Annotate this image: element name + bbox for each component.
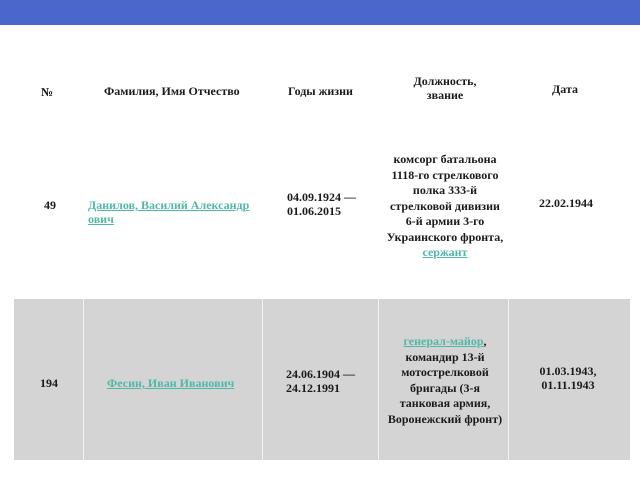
row1-position-line: 1118-го стрелкового bbox=[391, 167, 499, 182]
row2-date bbox=[528, 364, 608, 392]
row1-name-line1: Данилов, Василий Александр bbox=[88, 198, 250, 212]
row2-position-line: бригады (3-я bbox=[410, 380, 480, 395]
row1-position-line: стрелковой дивизии bbox=[390, 198, 500, 213]
row2-position-line: танковая армия, bbox=[399, 396, 491, 410]
row2-position-line: командир 13-й bbox=[405, 349, 485, 364]
row1-rank-link[interactable]: сержант bbox=[422, 245, 468, 259]
row2-number: 194 bbox=[40, 376, 58, 390]
column-divider bbox=[378, 299, 379, 460]
row1-position bbox=[378, 152, 512, 261]
row2-date-line1: 01.03.1943, bbox=[539, 364, 597, 378]
row1-position-line: комсорг батальона bbox=[393, 152, 497, 166]
row2-years-line2: 24.12.1991 bbox=[286, 381, 340, 395]
row2-position-line: Воронежский фронт) bbox=[387, 411, 503, 426]
row2-position-line: мотострелковой bbox=[401, 365, 489, 379]
header-position-line2: звание bbox=[426, 88, 464, 102]
row2-years-line1: 24.06.1904 — bbox=[286, 367, 355, 381]
row2-position bbox=[380, 334, 510, 427]
row2-name-link[interactable]: Фесин, Иван Иванович bbox=[107, 376, 235, 390]
row1-position-line: Украинского фронта, bbox=[386, 229, 504, 244]
row1-years-line2: 01.06.2015 bbox=[287, 204, 341, 218]
row1-years bbox=[287, 190, 356, 218]
row1-number: 49 bbox=[44, 198, 56, 212]
header-date: Дата bbox=[552, 82, 578, 96]
row2-rank-link[interactable]: генерал-майор bbox=[403, 334, 484, 348]
row2-rank-suffix: , bbox=[483, 334, 487, 348]
row1-years-line1: 04.09.1924 — bbox=[287, 190, 356, 204]
header-full-name: Фамилия, Имя Отчество bbox=[104, 84, 240, 98]
header-position-rank bbox=[385, 74, 505, 102]
column-divider bbox=[262, 299, 263, 460]
row1-name-link[interactable] bbox=[88, 198, 263, 226]
row1-position-line: 6-й армии 3-го bbox=[405, 214, 485, 228]
header-position-line1: Должность, bbox=[413, 74, 477, 88]
header-number: № bbox=[41, 85, 54, 99]
column-divider bbox=[83, 299, 84, 460]
row1-position-line: полка 333-й bbox=[412, 183, 478, 197]
header-years-of-life: Годы жизни bbox=[288, 84, 353, 98]
top-banner bbox=[0, 0, 640, 25]
row1-date: 22.02.1944 bbox=[539, 196, 593, 210]
row2-date-line2: 01.11.1943 bbox=[541, 378, 595, 392]
row2-years bbox=[286, 367, 355, 395]
row1-name-line2: ович bbox=[88, 212, 114, 226]
